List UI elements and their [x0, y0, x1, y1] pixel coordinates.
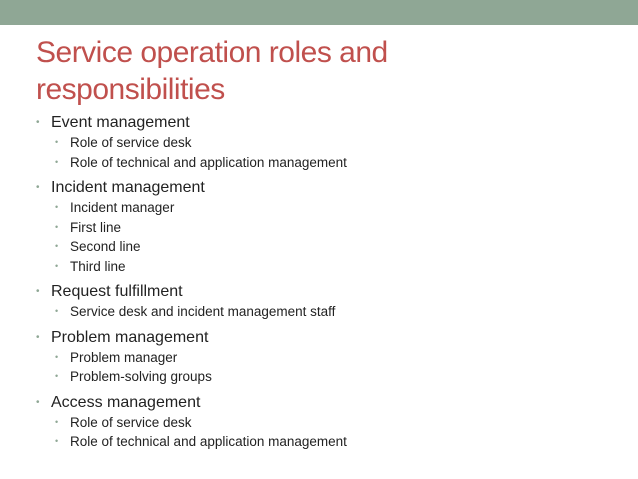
sub-item: [36, 218, 616, 238]
bullet-icon: •: [55, 436, 59, 446]
section-heading-request-fulfillment: [36, 281, 616, 302]
sub-item-text: First line: [70, 219, 122, 235]
slide-title-line-2: responsibilities: [36, 73, 225, 106]
bullet-icon: •: [55, 202, 59, 212]
sub-item: [36, 367, 616, 387]
section-heading-text: Incident management: [51, 179, 205, 196]
sub-item-text: Role of technical and application management: [70, 434, 347, 449]
slide-title: [36, 34, 596, 108]
bullet-icon: •: [36, 182, 40, 193]
section-heading-event-management: [36, 112, 616, 133]
sub-item-text: Second line: [70, 239, 141, 254]
bullet-icon: •: [36, 286, 40, 297]
bullet-icon: •: [55, 221, 59, 232]
sub-item: [36, 237, 616, 257]
sub-item-text: Role of technical and application management: [70, 154, 347, 170]
sub-item: [36, 302, 616, 322]
top-accent-bar: [0, 0, 638, 25]
sub-item-text: Role of service desk: [70, 414, 192, 430]
bullet-icon: •: [36, 396, 40, 408]
bullet-icon: •: [36, 331, 40, 343]
section-heading-text: Access management: [51, 393, 201, 411]
section-heading-text: Event management: [51, 114, 190, 131]
bullet-icon: •: [36, 117, 40, 128]
section-heading-incident-management: [36, 177, 616, 198]
sub-item: [36, 153, 616, 173]
bullet-list: [36, 112, 616, 452]
sub-item-text: Problem-solving groups: [70, 369, 212, 384]
section-heading-problem-management: [36, 327, 616, 348]
sub-item-text: Role of service desk: [70, 135, 192, 150]
sub-item: [36, 432, 616, 452]
sub-item-text: Service desk and incident management staff: [70, 304, 336, 319]
sub-item-text: Incident manager: [70, 200, 175, 215]
sub-item-text: Problem manager: [70, 349, 178, 365]
slide-title-line-1: Service operation roles and: [36, 36, 388, 69]
sub-item: [36, 198, 616, 218]
section-heading-text: Problem management: [51, 328, 209, 346]
bullet-icon: •: [55, 156, 59, 167]
bullet-icon: •: [55, 416, 59, 427]
bullet-icon: •: [55, 371, 59, 381]
bullet-icon: •: [55, 351, 59, 362]
bullet-icon: •: [55, 137, 59, 147]
sub-item: [36, 257, 616, 277]
sub-item: [36, 348, 616, 368]
section-heading-text: Request fulfillment: [51, 283, 183, 300]
sub-item: [36, 133, 616, 153]
section-heading-access-management: [36, 392, 616, 413]
bullet-icon: •: [55, 260, 59, 271]
sub-item: [36, 413, 616, 433]
bullet-icon: •: [55, 306, 59, 316]
bullet-icon: •: [55, 241, 59, 251]
sub-item-text: Third line: [70, 258, 126, 274]
